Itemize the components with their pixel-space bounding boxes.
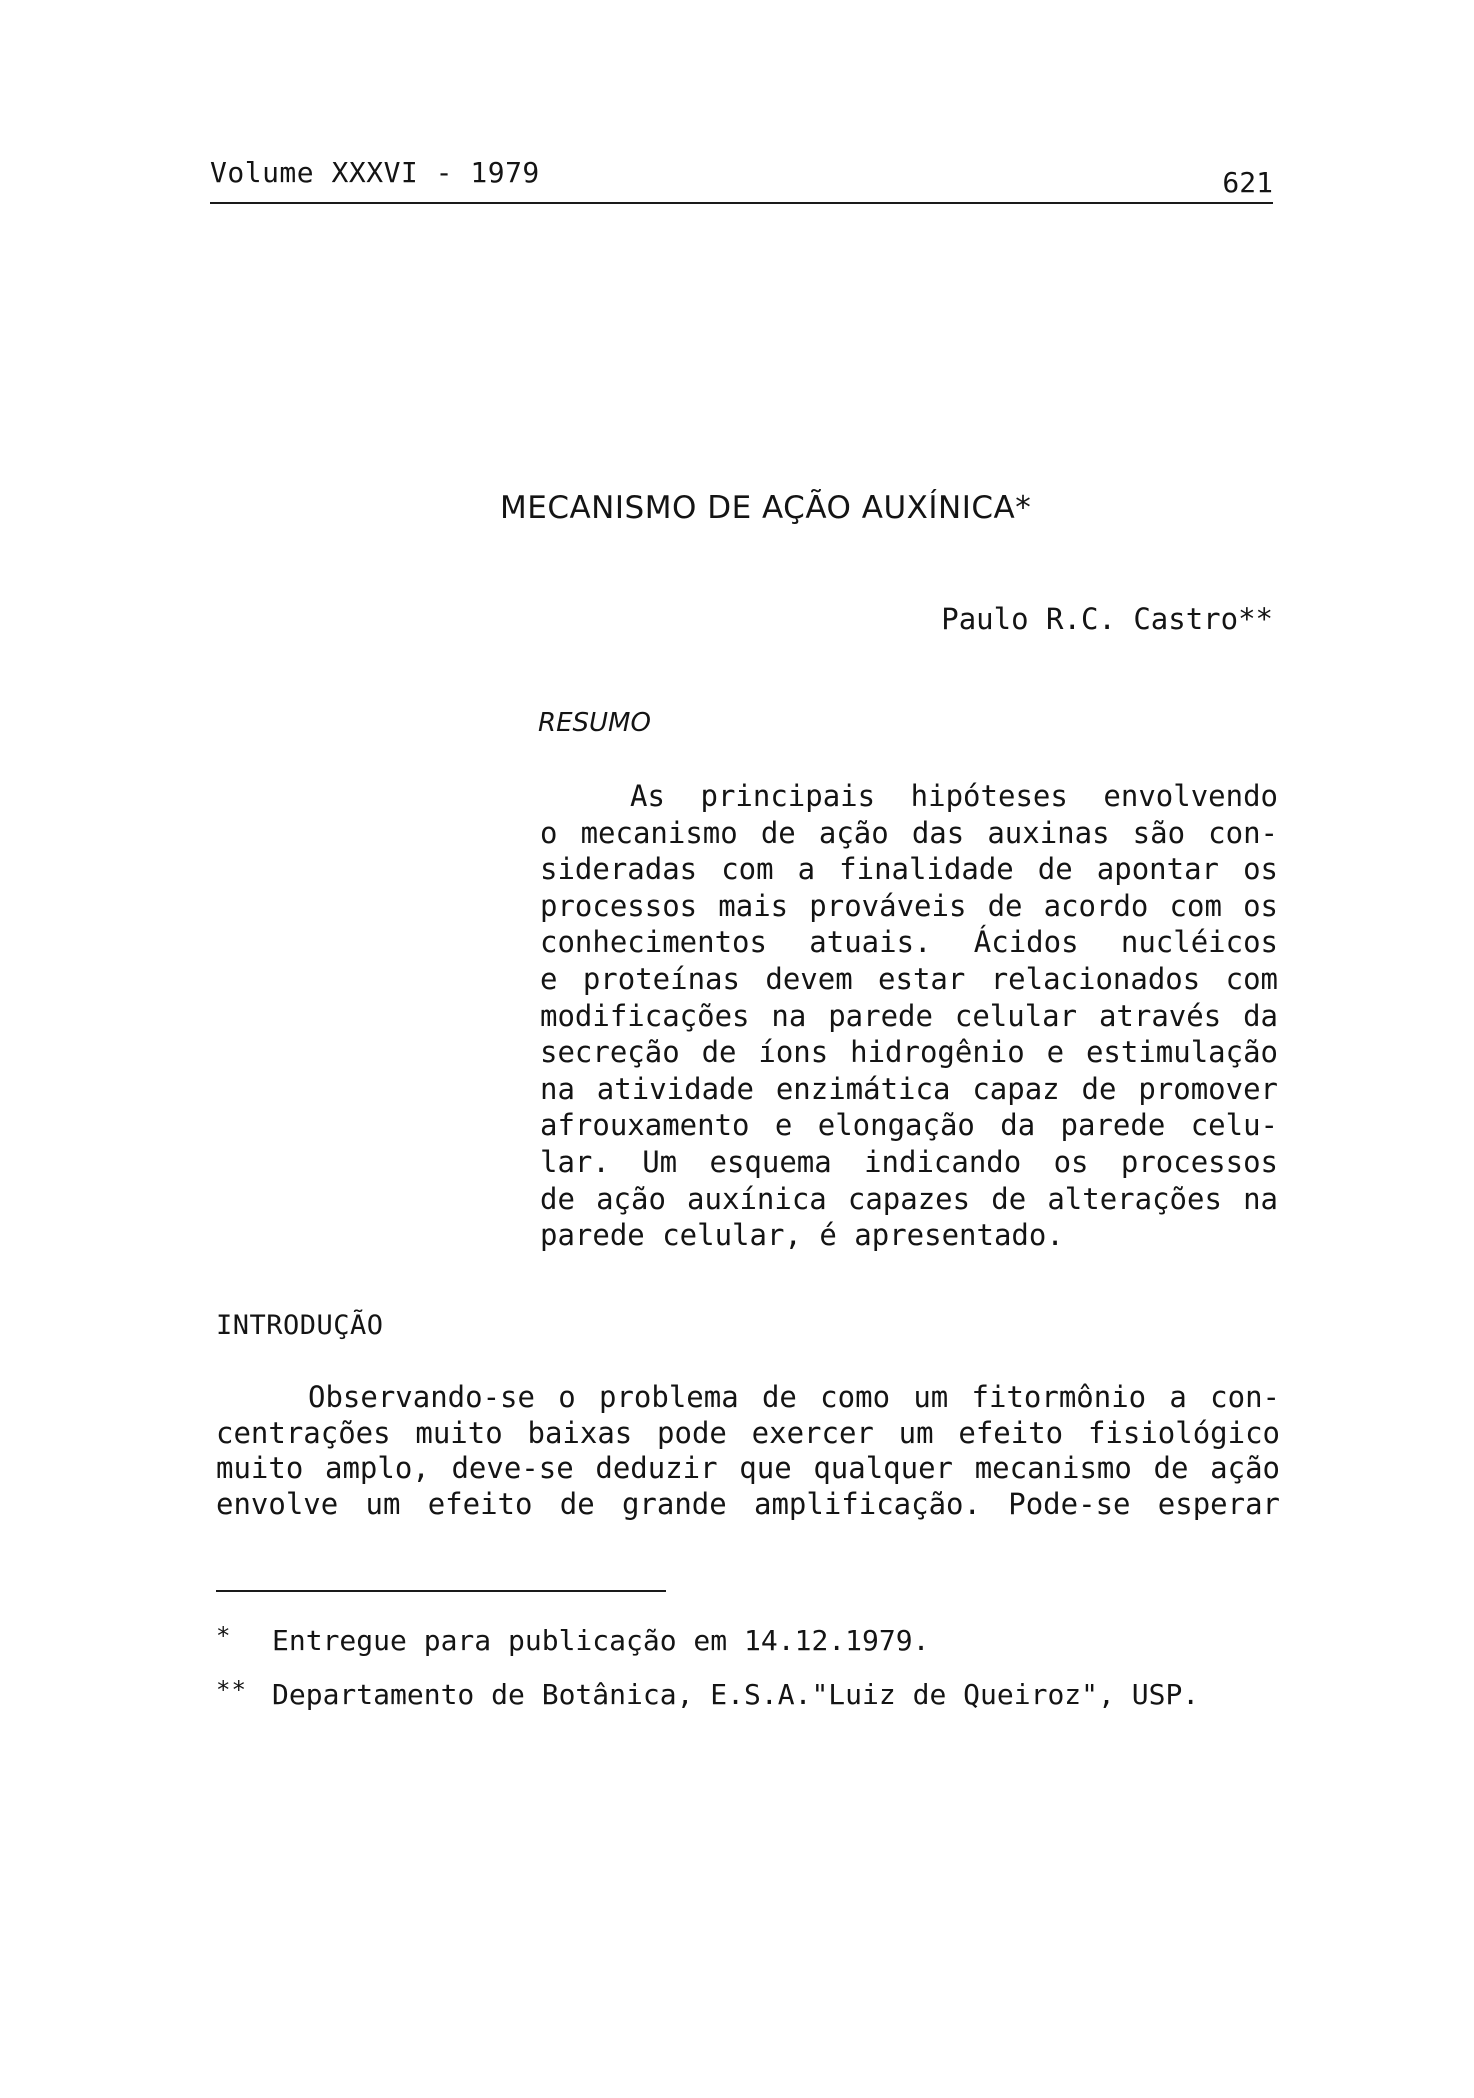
article-author: Paulo R.C. Castro** <box>941 602 1273 636</box>
footnote-mark: ** <box>216 1676 247 1704</box>
abstract-heading: RESUMO <box>538 708 651 738</box>
abstract-line: afrouxamento e elongação da parede celu- <box>540 1108 1278 1143</box>
footnote-submission <box>216 1622 929 1657</box>
abstract-line: lar. Um esquema indicando os processos <box>540 1144 1278 1179</box>
footnote-mark: * <box>216 1622 232 1650</box>
footnote-text: Entregue para publicação em 14.12.1979. <box>272 1624 930 1657</box>
abstract-line: o mecanismo de ação das auxinas são con- <box>540 815 1278 850</box>
journal-volume: Volume XXXVI - 1979 <box>210 156 540 189</box>
abstract-line: secreção de íons hidrogênio e estimulação <box>540 1035 1278 1070</box>
abstract-body <box>540 778 1278 1254</box>
article-title: MECANISMO DE AÇÃO AUXÍNICA* <box>500 490 1032 526</box>
abstract-line: conhecimentos atuais. Ácidos nucléicos <box>540 925 1278 960</box>
body-line: Observando-se o problema de como um fitormônio a con- <box>308 1380 1280 1414</box>
abstract-line: na atividade enzimática capaz de promover <box>540 1071 1278 1106</box>
abstract-line: parede celular, é apresentado. <box>540 1218 1064 1253</box>
abstract-line: processos mais prováveis de acordo com os <box>540 888 1278 923</box>
page-number: 621 <box>1222 166 1273 199</box>
footnote-affiliation <box>216 1676 1199 1711</box>
section-heading-introducao: INTRODUÇÃO <box>216 1310 384 1341</box>
body-line: centrações muito baixas pode exercer um efeito fisiológico <box>216 1415 1280 1450</box>
abstract-line: modificações na parede celular através da <box>540 998 1278 1033</box>
body-line: envolve um efeito de grande amplificação. Pode-se esperar <box>216 1486 1280 1521</box>
footnote-divider <box>216 1590 666 1592</box>
body-line: muito amplo, deve-se deduzir que qualquer mecanismo de ação <box>216 1451 1280 1485</box>
abstract-line: de ação auxínica capazes de alterações na <box>540 1181 1278 1216</box>
abstract-line: sideradas com a finalidade de apontar os <box>540 852 1278 887</box>
abstract-line: As principais hipóteses envolvendo <box>630 779 1278 813</box>
footnote-text: Departamento de Botânica, E.S.A."Luiz de Queiroz", USP. <box>272 1678 1200 1711</box>
running-header <box>210 156 1273 204</box>
introducao-body <box>216 1380 1280 1522</box>
abstract-line: e proteínas devem estar relacionados com <box>540 961 1278 996</box>
